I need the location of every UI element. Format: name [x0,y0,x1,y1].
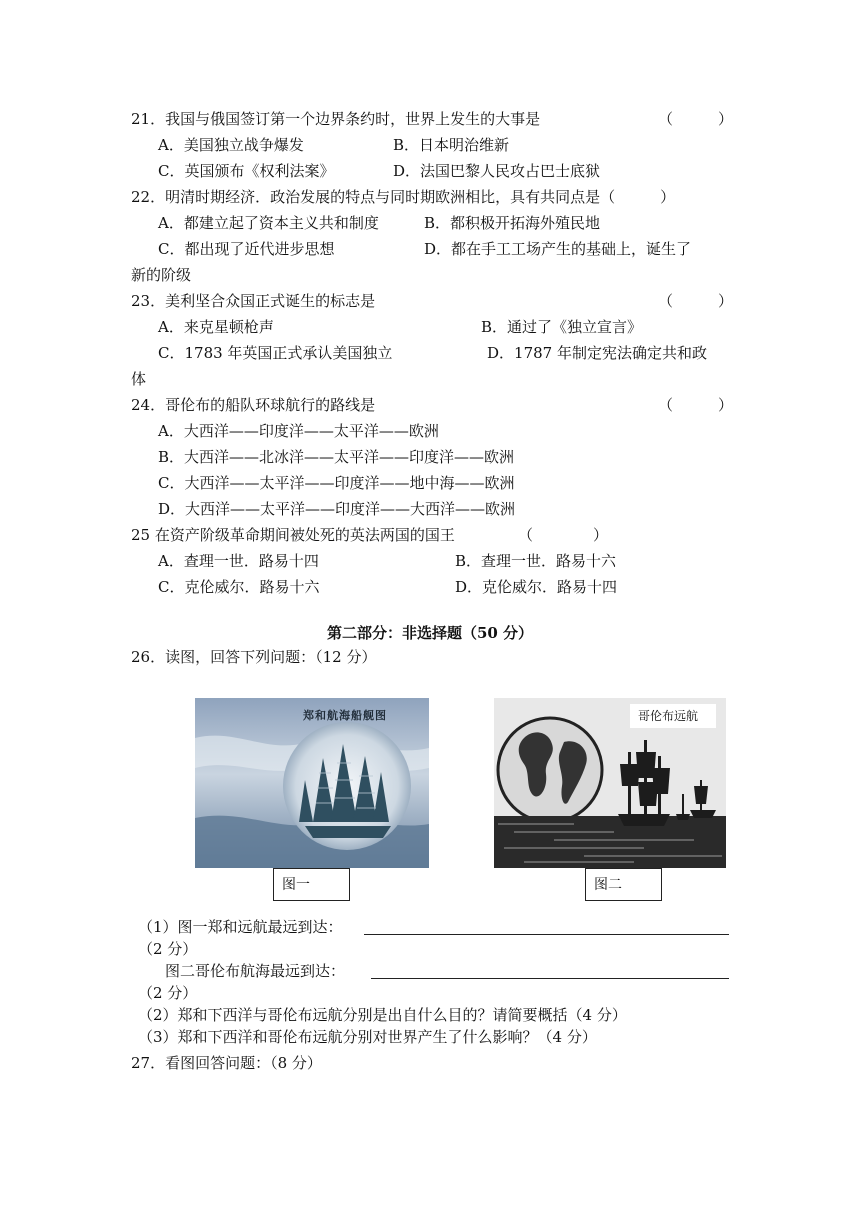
q21-option-b: B．日本明治维新 [393,136,510,154]
q27-stem: 27．看图回答问题：（8 分） [131,1054,322,1072]
q22-option-c: C．都出现了近代进步思想 [158,240,335,258]
q22-option-d: D．都在手工工场产生的基础上，诞生了 [424,240,692,258]
q24-option-c: C．大西洋——太平洋——印度洋——地中海——欧洲 [158,474,515,492]
q25-option-c: C．克伦威尔．路易十六 [158,578,320,596]
q21-option-d: D．法国巴黎人民攻占巴士底狱 [393,162,601,180]
zheng-he-ship-image [195,698,429,868]
fig1-caption: 图一 [273,868,350,901]
q21-answer-paren: （ ） [658,110,734,128]
q21-option-c: C．英国颁布《权利法案》 [158,162,335,180]
q25-option-d: D．克伦威尔．路易十四 [455,578,618,596]
fig2-caption: 图二 [585,868,662,901]
q25-option-b: B．查理一世．路易十六 [455,552,617,570]
q21-option-a: A．美国独立战争爆发 [158,136,304,154]
q23-option-a: A．来克星顿枪声 [158,318,274,336]
q26-sub3: （3）郑和下西洋和哥伦布远航分别对世界产生了什么影响？（4 分） [138,1028,597,1046]
q23-option-b: B．通过了《独立宣言》 [481,318,643,336]
q22-option-d-cont: 新的阶级 [131,266,192,284]
q24-stem: 24．哥伦布的船队环球航行的路线是 [131,396,376,414]
q23-answer-paren: （ ） [658,292,734,310]
q24-answer-paren: （ ） [658,396,734,414]
fig2-inner-title: 哥伦布远航 [638,709,699,723]
q26-sub2: （2）郑和下西洋与哥伦布远航分别是出自什么目的？请简要概括（4 分） [138,1006,627,1024]
q22-option-b: B．都积极开拓海外殖民地 [424,214,601,232]
q24-option-d: D．大西洋——太平洋——印度洋——大西洋——欧洲 [158,500,516,518]
q23-option-d-cont: 体 [131,370,147,388]
q23-option-d: D．1787 年制定宪法确定共和政 [487,344,707,362]
q25-option-a: A．查理一世．路易十四 [158,552,319,570]
q23-stem: 23．美利坚合众国正式诞生的标志是 [131,292,376,310]
q26-sub1a: （1）图一郑和远航最远到达： [138,918,343,936]
fig1-inner-title: 郑和航海船舰图 [303,709,387,722]
q24-option-b: B．大西洋——北冰洋——太平洋——印度洋——欧洲 [158,448,515,466]
q26-sub1b-score: （2 分） [138,984,198,1002]
q22-stem: 22．明清时期经济．政治发展的特点与同时期欧洲相比，具有共同点是（ ） [131,188,676,206]
q21-stem: 21．我国与俄国签订第一个边界条约时，世界上发生的大事是 [131,110,541,128]
part2-title: 第二部分：非选择题（50 分） [326,624,534,642]
q26-sub1a-answer-line [364,934,729,935]
q25-answer-paren: （ ） [518,526,609,544]
q23-option-c: C．1783 年英国正式承认美国独立 [158,344,393,362]
columbus-voyage-image [494,698,726,868]
q26-sub1a-score: （2 分） [138,940,198,958]
q25-stem: 25 在资产阶级革命期间被处死的英法两国的国王 [131,526,455,544]
q26-sub1b-answer-line [371,978,729,979]
q26-sub1b: 图二哥伦布航海最远到达： [165,962,346,980]
q22-option-a: A．都建立起了资本主义共和制度 [158,214,379,232]
q24-option-a: A．大西洋——印度洋——太平洋——欧洲 [158,422,439,440]
q26-stem: 26．读图，回答下列问题：（12 分） [131,648,377,666]
